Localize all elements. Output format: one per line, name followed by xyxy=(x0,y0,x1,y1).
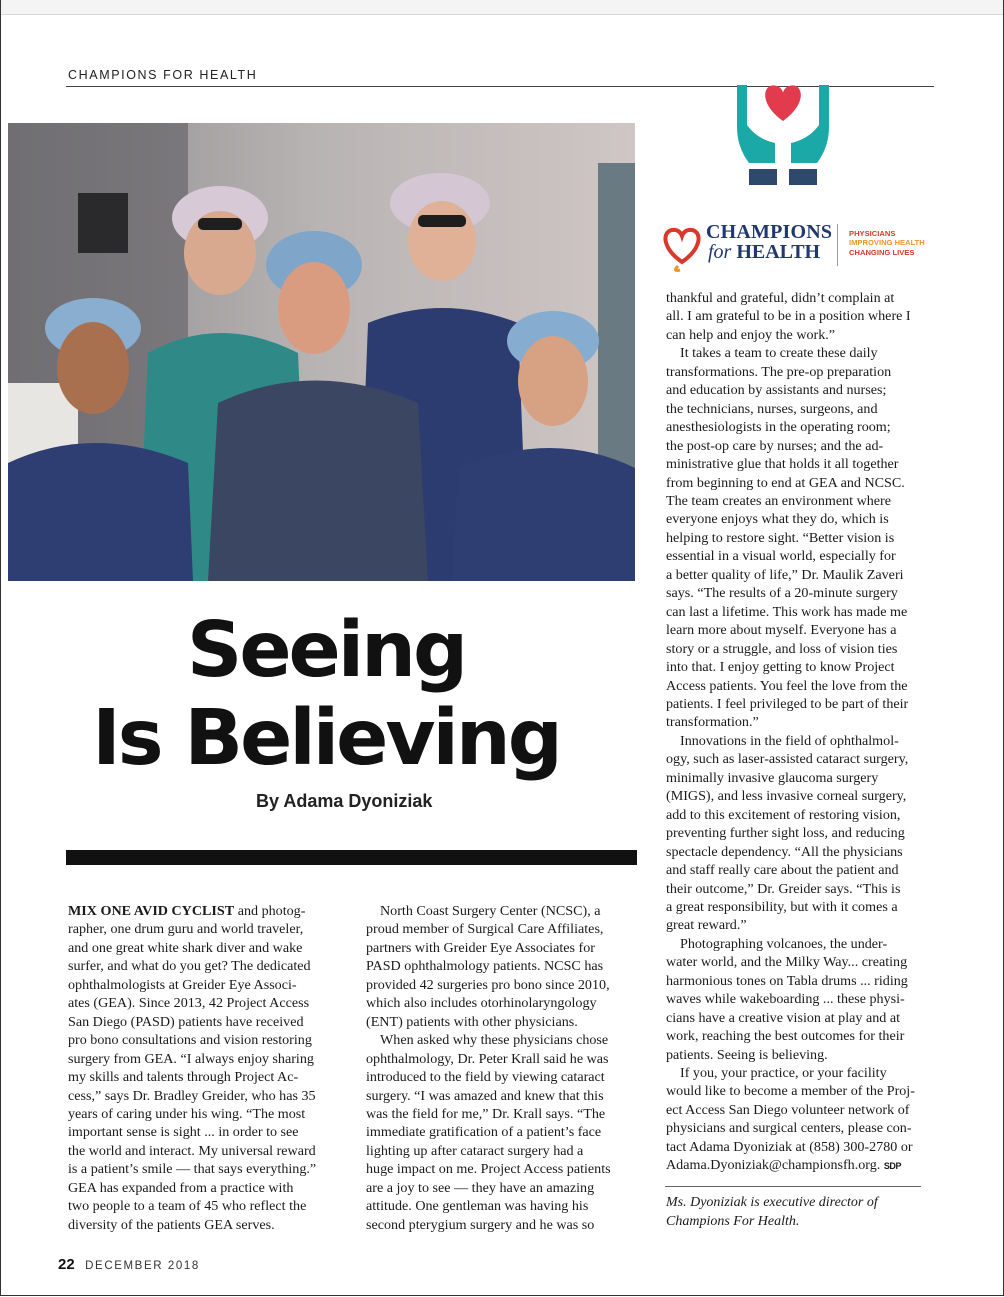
article-line xyxy=(666,1138,915,1156)
article-line xyxy=(666,1064,915,1082)
article-line xyxy=(666,990,915,1008)
article-line xyxy=(366,1197,611,1215)
article-line xyxy=(666,603,915,621)
article-line xyxy=(68,1031,316,1049)
line-text: It takes a team to create these daily xyxy=(680,345,878,362)
cfh-heart-mark-icon xyxy=(656,222,708,274)
cfh-wordmark-for: for xyxy=(708,241,732,263)
line-text: GEA has expanded from a practice with xyxy=(68,1179,294,1196)
issue-date: DECEMBER 2018 xyxy=(85,1260,200,1272)
article-line xyxy=(366,939,611,957)
article-column-2 xyxy=(366,902,611,1234)
line-text: all. I am grateful to be in a position where I xyxy=(666,308,911,325)
article-line xyxy=(68,1105,316,1123)
headline-divider-bar xyxy=(66,850,637,865)
article-line xyxy=(68,976,316,994)
article-line xyxy=(666,640,915,658)
article-line xyxy=(666,363,915,381)
article-line xyxy=(366,1087,611,1105)
line-text: the world and interact. My universal reward xyxy=(68,1142,316,1159)
article-line xyxy=(68,1142,316,1160)
line-text: rapher, one drum guru and world traveler, xyxy=(68,921,304,938)
left-cuff-icon xyxy=(749,169,777,185)
cfh-wordmark-health: HEALTH xyxy=(736,241,821,263)
line-text: and one great white shark diver and wake xyxy=(68,939,303,956)
cfh-tagline-line3: CHANGING LIVES xyxy=(849,247,915,257)
line-text: patients. I feel privileged to be part of their xyxy=(666,695,909,712)
article-line xyxy=(366,902,611,920)
line-text: cess,” says Dr. Bradley Greider, who has 35 xyxy=(68,1087,316,1104)
line-text: ect Access San Diego volunteer network of xyxy=(666,1101,910,1118)
end-mark: SDP xyxy=(883,1161,902,1172)
line-text: partners with Greider Eye Associates for xyxy=(366,939,595,956)
article-line xyxy=(666,400,915,418)
article-line xyxy=(666,824,915,842)
article-line xyxy=(666,806,915,824)
article-line xyxy=(666,1027,915,1045)
article-line xyxy=(666,1082,915,1100)
line-text: their outcome,” Dr. Greider says. “This is xyxy=(666,880,901,897)
line-text: work, reaching the best outcomes for their xyxy=(666,1028,905,1045)
article-line xyxy=(666,547,915,565)
heart-icon xyxy=(765,85,801,121)
line-text: important sense is sight ... in order to see xyxy=(68,1124,299,1141)
article-line xyxy=(366,1123,611,1141)
article-line xyxy=(68,1013,316,1031)
article-line xyxy=(68,994,316,1012)
line-text: immediate gratification of a patient’s face xyxy=(366,1124,602,1141)
article-line xyxy=(666,584,915,602)
article-line xyxy=(68,1216,316,1234)
article-line xyxy=(666,677,915,695)
article-line xyxy=(68,1050,316,1068)
article-line xyxy=(68,1123,316,1141)
line-text: can last a lifetime. This work has made me xyxy=(666,603,908,620)
author-bio-line1: Ms. Dyoniziak is executive director of xyxy=(666,1195,878,1210)
headline-line2: Is Believing xyxy=(92,694,560,783)
line-text: ministrative glue that holds it all together xyxy=(666,456,899,473)
article-line xyxy=(666,1119,915,1137)
line-text: tact Adama Dyoniziak at (858) 300-2780 or xyxy=(666,1138,913,1155)
line-text: the technicians, nurses, surgeons, and xyxy=(666,400,878,417)
line-text: second pterygium surgery and he was so xyxy=(366,1216,595,1233)
line-text: PASD ophthalmology patients. NCSC has xyxy=(366,958,604,975)
line-text: waves while wakeboarding ... these physi- xyxy=(666,991,905,1008)
line-text: anesthesiologists in the operating room; xyxy=(666,419,891,436)
line-text: two people to a team of 45 who reflect the xyxy=(68,1198,307,1215)
byline: By Adama Dyoniziak xyxy=(256,791,433,811)
line-text: Photographing volcanoes, the under- xyxy=(680,935,888,952)
article-line xyxy=(366,1068,611,1086)
article-line xyxy=(666,510,915,528)
lead-in: MIX ONE AVID CYCLIST xyxy=(68,903,235,919)
line-text: (MIGS), and less invasive corneal surgery, xyxy=(666,788,907,805)
article-line xyxy=(68,939,316,957)
line-text: surgery from GEA. “I always enjoy sharing xyxy=(68,1050,314,1067)
article-line xyxy=(666,769,915,787)
article-line xyxy=(666,1101,915,1119)
line-text: transformation.” xyxy=(666,714,759,731)
article-line xyxy=(366,1142,611,1160)
article-line xyxy=(68,1068,316,1086)
line-text: would like to become a member of the Proj- xyxy=(666,1083,915,1100)
article-line xyxy=(666,695,915,713)
article-line xyxy=(666,307,915,325)
line-text: can help and enjoy the work.” xyxy=(666,326,836,343)
article-line xyxy=(666,455,915,473)
cfh-wordmark xyxy=(706,222,832,262)
article-line xyxy=(666,381,915,399)
article-line xyxy=(366,1031,611,1049)
author-bio-line2: Champions For Health. xyxy=(666,1213,800,1229)
line-text: which also includes otorhinolaryngology xyxy=(366,995,597,1012)
line-text: and staff really care about the patient and xyxy=(666,862,899,879)
line-text: San Diego (PASD) patients have received xyxy=(68,1013,304,1030)
line-text: a better quality of life,” Dr. Maulik Zaveri xyxy=(666,566,904,583)
article-line xyxy=(366,1216,611,1234)
line-text: says. “The results of a 20-minute surgery xyxy=(666,585,898,602)
line-text: spectacle dependency. “All the physicians xyxy=(666,843,903,860)
line-text: preventing further sight loss, and reducing xyxy=(666,825,905,842)
article-line xyxy=(666,916,915,934)
line-text: ophthalmology, Dr. Peter Krall said he was xyxy=(366,1050,609,1067)
line-text: helping to restore sight. “Better vision is xyxy=(666,529,895,546)
article-line xyxy=(366,1050,611,1068)
article-line xyxy=(366,994,611,1012)
line-text: the post-op care by nurses; and the ad- xyxy=(666,437,884,454)
article-line xyxy=(666,566,915,584)
article-line xyxy=(666,935,915,953)
article-line xyxy=(666,732,915,750)
article-line xyxy=(666,953,915,971)
line-text: was the field for me,” Dr. Krall says. “The xyxy=(366,1105,606,1122)
article-line xyxy=(666,326,915,344)
line-text: and photog- xyxy=(237,903,306,919)
article-line xyxy=(666,972,915,990)
cfh-wordmark-line1: CHAMPIONS xyxy=(706,221,833,243)
cfh-tagline xyxy=(849,229,925,257)
article-line xyxy=(666,437,915,455)
team-photo xyxy=(8,123,635,581)
article-line xyxy=(666,621,915,639)
page-number: 22 xyxy=(58,1256,75,1273)
line-text: story or a struggle, and loss of vision ties xyxy=(666,640,898,657)
line-text: cians have a creative vision at play and at xyxy=(666,1009,901,1026)
line-text: lighting up after cataract surgery had a xyxy=(366,1142,584,1159)
article-column-1 xyxy=(68,902,316,1234)
line-text: add to this excitement of restoring vision, xyxy=(666,806,901,823)
line-text: a great responsibility, but with it comes a xyxy=(666,898,898,915)
line-text: are a joy to see — they have an amazing xyxy=(366,1179,595,1196)
headline-line1: Seeing xyxy=(186,606,466,695)
line-text: When asked why these physicians chose xyxy=(380,1032,609,1049)
line-text: years of caring under his wing. “The most xyxy=(68,1105,306,1122)
line-text: pro bono consultations and vision restoring xyxy=(68,1032,312,1049)
line-text: everyone enjoys what they do, which is xyxy=(666,511,889,528)
article-line xyxy=(68,920,316,938)
line-text: water world, and the Milky Way... creating xyxy=(666,954,908,971)
cfh-logo-divider xyxy=(837,224,838,266)
line-text: ates (GEA). Since 2013, 42 Project Access xyxy=(68,995,310,1012)
line-text: introduced to the field by viewing cataract xyxy=(366,1069,605,1086)
line-text: harmonious tones on Tabla drums ... riding xyxy=(666,972,908,989)
article-line xyxy=(366,1013,611,1031)
article-line xyxy=(68,1087,316,1105)
hands-heart-icon xyxy=(735,77,831,187)
line-text: surgery. “I was amazed and knew that this xyxy=(366,1087,604,1104)
line-text: attitude. One gentleman was having his xyxy=(366,1198,589,1215)
article-line xyxy=(68,1197,316,1215)
line-text: is a patient’s smile — that says everything.” xyxy=(68,1161,317,1178)
article-line xyxy=(666,529,915,547)
article-line xyxy=(366,957,611,975)
article-line xyxy=(666,898,915,916)
article-line xyxy=(666,843,915,861)
author-bio xyxy=(666,1194,878,1231)
line-text: from beginning to end at GEA and NCSC. xyxy=(666,474,905,491)
article-column-3 xyxy=(666,289,915,1176)
line-text: and education by assistants and nurses; xyxy=(666,382,887,399)
article-line xyxy=(366,976,611,994)
article-line xyxy=(366,1105,611,1123)
line-text: diversity of the patients GEA serves. xyxy=(68,1216,275,1233)
article-line xyxy=(666,1046,915,1064)
article-line xyxy=(666,713,915,731)
line-text: thankful and grateful, didn’t complain at xyxy=(666,290,895,306)
article-line xyxy=(666,1156,915,1175)
line-text: If you, your practice, or your facility xyxy=(680,1065,887,1082)
line-text: patients. Seeing is believing. xyxy=(666,1046,828,1063)
article-line xyxy=(666,880,915,898)
viewer-top-strip xyxy=(0,0,1004,15)
line-text: my skills and talents through Project Ac- xyxy=(68,1069,299,1086)
line-text: Innovations in the field of ophthalmol- xyxy=(680,732,899,749)
article-line xyxy=(666,492,915,510)
article-line xyxy=(666,750,915,768)
line-text: essential in a visual world, especially for xyxy=(666,548,896,565)
article-line xyxy=(666,344,915,362)
team-photo-illustration xyxy=(8,123,635,581)
article-line xyxy=(68,1179,316,1197)
article-line xyxy=(666,289,915,307)
article-line xyxy=(366,1179,611,1197)
line-text: into that. I enjoy getting to know Project xyxy=(666,659,895,676)
article-line xyxy=(366,1160,611,1178)
line-text: transformations. The pre-op preparation xyxy=(666,363,892,380)
line-text: minimally invasive glaucoma surgery xyxy=(666,769,879,786)
line-text: proud member of Surgical Care Affiliates, xyxy=(366,921,604,938)
line-text: The team creates an environment where xyxy=(666,492,891,509)
article-line xyxy=(666,787,915,805)
line-text: ophthalmologists at Greider Eye Associ- xyxy=(68,976,297,993)
article-line xyxy=(666,418,915,436)
line-text: Access patients. You feel the love from the xyxy=(666,677,908,694)
bio-rule xyxy=(665,1186,921,1187)
line-text: Adama.Dyoniziak@championsfh.org. xyxy=(666,1157,881,1174)
article-line xyxy=(68,957,316,975)
article-line xyxy=(666,658,915,676)
line-text: North Coast Surgery Center (NCSC), a xyxy=(380,903,601,919)
line-text: huge impact on me. Project Access patients xyxy=(366,1161,611,1178)
line-text: physicians and surgical centers, please con- xyxy=(666,1120,912,1137)
article-line xyxy=(666,474,915,492)
right-cuff-icon xyxy=(789,169,817,185)
article-line xyxy=(68,1160,316,1178)
section-label: CHAMPIONS FOR HEALTH xyxy=(68,68,258,82)
article-line xyxy=(68,902,316,920)
line-text: great reward.” xyxy=(666,917,747,934)
article-line xyxy=(366,920,611,938)
line-text: provided 42 surgeries pro bono since 2010, xyxy=(366,976,610,993)
article-line xyxy=(666,861,915,879)
cfh-tagline-line1: PHYSICIANS xyxy=(849,229,896,238)
line-text: surfer, and what do you get? The dedicated xyxy=(68,958,311,975)
line-text: (ENT) patients with other physicians. xyxy=(366,1013,578,1030)
line-text: ogy, such as laser-assisted cataract surgery, xyxy=(666,751,909,768)
page-footer xyxy=(58,1256,200,1274)
cfh-tagline-line2: IMPROVING HEALTH xyxy=(849,238,925,248)
cfh-wordmark-line2 xyxy=(706,242,832,262)
line-text: learn more about myself. Everyone has a xyxy=(666,622,897,639)
article-line xyxy=(666,1009,915,1027)
